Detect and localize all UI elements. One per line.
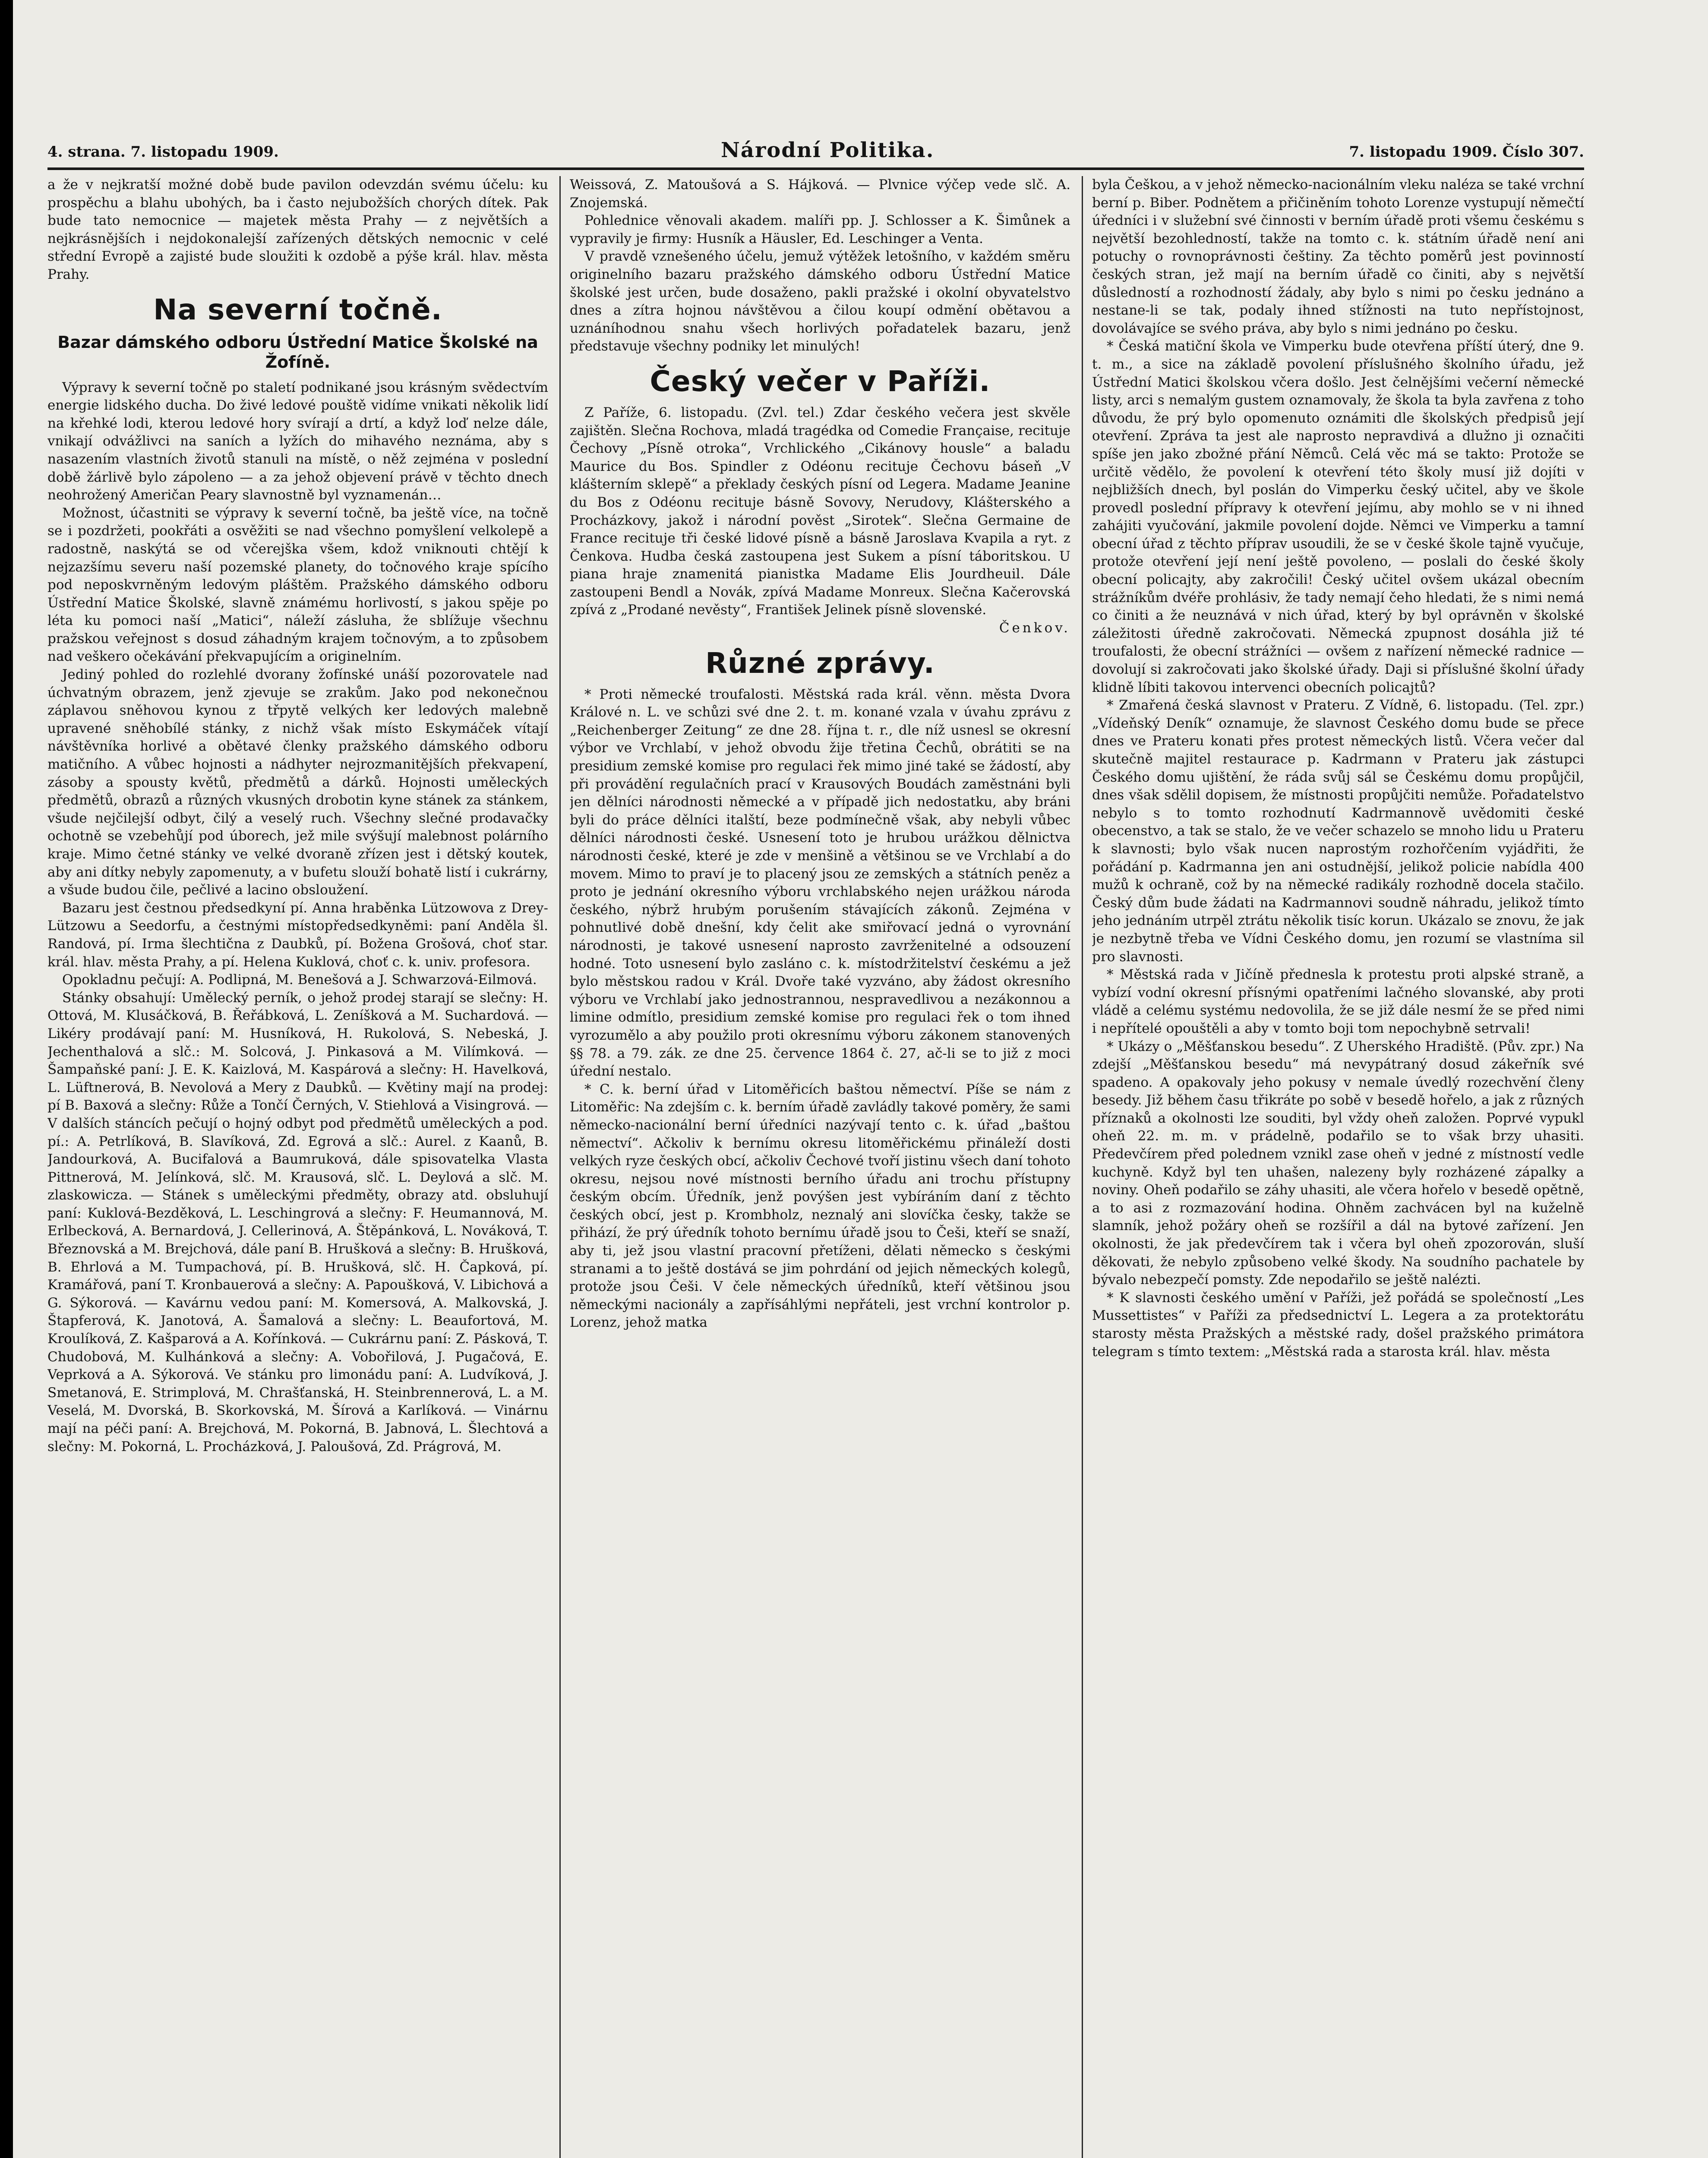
- news-item: * Ukázy o „Měšťanskou besedu“. Z Uherského Hradiště. (Pův. zpr.) Na zdejší „Měšťanskou besedu“ má nevypátraný dosud zákeřník své spadeno. A opakovaly jeho pokusy v nemale úvedlý rozechvění členy besedy. Již během času třikráte po sobě v besedě hořelo, a jak z různých příznaků a okolnosti lze souditi, byl vždy oheň založen. Poprvé vypukl oheň 22. m. m. v prádelně, podařilo se to však brzy uhasiti. Předevčírem před polednem vznikl zase oheň v jedné z místností vedle kuchyně. Když byl ten uhašen, nalezeny byly rozházené zápalky a noviny. Oheň podařilo se záhy uhasiti, ale včera hořelo v besedě opětně, a to asi z rozmazování hodina. Ohněm zachvácen byl na kuželně slamník, jehož požáry oheň se rozšířil a dál na bytové zařízení. Jen okolnosti, že jak předevčírem tak i včera byl oheň zpozorován, sluší děkovati, že nebylo způsobeno velké škody. Na soudního pachatele by bývalo nebezpečí pomsty. Zde nepodařilo se ještě nalézti.: [1092, 1038, 1584, 1288]
- news-item: * Proti německé troufalosti. Městská rada král. věnn. města Dvora Králové n. L. ve schůzi své dne 2. t. m. konané vzala v úvahu zprávu z „Reichenberger Zeitung“ ze dne 28. října t. r., dle níž usnesl se okresní výbor ve Vrchlabí, v jehož obvodu žije třetina Čechů, obrátiti se na presidium zemské komise pro regulaci řek mimo jiné také se žádostí, aby při provádění regulačních prací v Krausových Boudách zaměstnáni byli jen dělníci národnosti německé a v případě jich nedostatku, aby bráni byli do práce dělníci italští, beze podmínečně však, aby nebyli vůbec dělníci národnosti české. Usnesení toto je hrubou urážkou dělnictva národnosti české, které je zde v menšině a většinou se ve Vrchlabí a do movem. Mimo to praví je to placený jsou ze zemských a státních peněz a proto je jednání okresního výboru vrchlabského nejen urážkou národa českého, nýbrž hrubým porušením stávajících zákonů. Zejména v pohnutlivé době dnešní, kdy čelit ake smiřovací jedná o vyrovnání národnosti, je takové usnesení naprosto zavrženitelné a odsouzení hodné. Toto usnesení bylo zasláno c. k. místodržitelství českému a jež bylo městskou radou v Král. Dvoře také vyzváno, aby žádost okresního výboru ve Vrchlabí jako jednostrannou, nespravedlivou a nezákonnou a limine odmítlo, presidium zemské komise pro regulaci řek o tom ihned vyrozumělo a aby použilo proti okresnímu výboru zákonem stanovených §§ 78. a 79. zák. ze dne 25. července 1864 č. 27, ač-li se to již z moci úřední nestalo.: [570, 686, 1070, 1079]
- article-paragraph: Jediný pohled do rozlehlé dvorany žofínské unáší pozorovatele nad úchvatným obrazem, jenž zjevuje se zrakům. Jako pod nekonečnou záplavou sněhovou kynou z třpytě velkých ker ledových malebně upravené sněhobílé stánky, z nichž však místo Eskymáček vítají návštěvníka horlivé a obětavé členky pražského dámského odboru matičního. A vůbec hojnosti a nádhyter nejrozmanitějších překvapení, zásoby a spousty květů, předmětů a dárků. Hojnosti uměleckých předmětů, obrazů a různých vkusných drobotin kyne stánek za stánkem, všude nejčilejší odbyt, čilý a veselý ruch. Všechny slečné prodavačky ochotně se vzebehůjí pod úborech, jež mile svýšují malebnost polárního kraje. Mimo četné stánky ve velké dvoraně zřízen jest i dětský koutek, aby ani dítky nebyly zapomenuty, a v bufetu slouží bohatě listí i cukrárny, a všude budou čile, pečlivé a lacino obsloužení.: [47, 667, 548, 898]
- article-paragraph: Výpravy k severní točně po staletí podnikané jsou krásným svědectvím energie lidského ducha. Do živé ledové pouště vidíme vnikati několik lidí na křehké lodi, kterou ledové hory svírají a drtí, a když loď nelze dále, vnikají odvážlivci na saních a lyžích do mihavého neznáma, aby s nasazením vlastních životů stanuli na místě, o něž zejména v poslední době žárlivě bylo zápoleno — a za jehož objevení právě v těchto dnech neohrožený Američan Peary slavnostně byl vyznamenán…: [47, 379, 548, 503]
- masthead-title: Národní Politika.: [721, 138, 935, 162]
- column-rule: [559, 176, 561, 2158]
- article-paragraph: Stánky obsahují: Umělecký perník, o jehož prodej starají se slečny: H. Ottová, M. Klusáčková, B. Řeřábková, L. Zeníšková a M. Suchardová. — Likéry prodávají paní: M. Husníková, H. Rukolová, S. Nebeská, J. Jechenthalová a slč.: M. Solcová, J. Pinkasová a M. Vilímková. — Šampaňské paní: J. E. K. Kaizlová, M. Kaspárová a slečny: H. Havelková, L. Lüftnerová, B. Nevolová a Mery z Daubků. — Květiny mají na prodej: pí B. Baxová a slečny: Růže a Tončí Černých, V. Stiehlová a Visingrová. — V dalších stáncích pečují o hojný odbyt pod předmětů uměleckých a pod. pí.: A. Petrlíková, B. Slavíková, Zd. Egrová a slč.: Aurel. z Kaanů, B. Jandourková, A. Bucifalová a Baumruková, dále spisovatelka Vlasta Pittnerová, M. Jelínková, slč. M. Krausová, slč. L. Deylová a slč. M. zlaskowicza. — Stánek s uměleckými předměty, obrazy atd. obsluhují paní: Kuklová-Bezděková, L. Leschingrová a slečny: F. Heumannová, M. Erlbecková, A. Bernardová, J. Cellerinová, A. Štěpánková, L. Nováková, T. Březnovská a M. Brejchová, dále paní B. Hrušková a slečny: B. Hrušková, B. Ehrlová a M. Tumpachová, pí. B. Hrušková, slč. H. Čapková, pí. Kramářová, paní T. Kronbauerová a slečny: A. Papoušková, V. Libichová a G. Sýkorová. — Kavárnu vedou paní: M. Komersová, A. Malkovská, J. Štapferová, K. Janotová, A. Šamalová a slečny: L. Beaufortová, M. Kroulíková, Z. Kašparová a A. Kořínková. — Cukrárnu paní: Z. Pásková, T. Chudobová, M. Kulhánková a slečny: A. Vobořilová, J. Pugačová, E. Veprková a A. Sýkorová. Ve stánku pro limonádu paní: A. Ludvíková, J. Smetanová, E. Strimplová, M. Chrašťanská, H. Steinbrennerová, L. a M. Veselá, M. Dvorská, B. Skorkovská, M. Šírová a Karlíková. — Vinárnu mají na péči paní: A. Brejchová, M. Pokorná, B. Jabnová, L. Šlechtová a slečny: M. Pokorná, L. Procházková, J. Paloušová, Zd. Prágrová, M.: [47, 990, 548, 1454]
- article-headline: Na severní točně.: [153, 293, 442, 326]
- article-subhead: Bazar dámského odboru Ústřední Matice Školské na Žofíně.: [57, 332, 538, 372]
- news-item: * K slavnosti českého umění v Paříži, jež pořádá se společností „Les Mussettistes“ v Paříži za předsednictví L. Legera a za protektorátu starosty města Pražských a městské rady, došel pražského primátora telegram s tímto textem: „Městská rada a starosta král. hlav. města: [1092, 1290, 1584, 1360]
- header-date-left: 4. strana. 7. listopadu 1909.: [47, 143, 279, 161]
- news-item: * C. k. berní úřad v Litoměřicích baštou němectví. Píše se nám z Litoměřic: Na zdejším c. k. berním úřadě zavládly takové poměry, že sami německo-nacionální berní úředníci nazývají tento c. k. úřad „baštou němectví“. Ačkoliv k bernímu okresu litoměřickému přináleží dosti velkých ryze českých obcí, ačkoliv Čechové tvoří jistinu všech daní tohoto okresu, nejsou nové místnosti berního úřadu ani trochu přístupny českým obcím. Úředník, jenž povýšen jest vybíráním daní z těchto českých obcí, jest p. Krombholz, neznalý ani slovíčka česky, takže se přihází, že prý úředník tohoto bernímu úřadě jsou to Češi, kteří se snaží, aby ti, jež jsou vlastní pracovní přetíženi, dělati německo s českými stranami a to ještě dostává se jim pohrdání od jejich německých kolegů, protože jsou Češi. V čele německých úředníků, kteří většinou jsou německými nacionály a zapřísáhlými nepřáteli, jest vrchní kontrolor p. Lorenz, jehož matka: [570, 1081, 1070, 1331]
- article-headline: Český večer v Paříži.: [650, 364, 991, 398]
- page-header: [47, 137, 1584, 170]
- article-paragraph: Pohlednice věnovali akadem. malíři pp. J. Schlosser a K. Šimůnek a vypravily je firmy: Husník a Häusler, Ed. Leschinger a Venta.: [570, 213, 1070, 246]
- article-tail: a že v nejkratší možné době bude pavilon odevzdán svému účelu: ku prospěchu a blahu ubohých, ba i často nejubožších chorých dítek. Pak bude tato nemocnice — majetek města Prahy — z největších a nejkrásnějších i nejdokonalejší zařízených dětských nemocnic v celé střední Evropě a zajisté bude sloužiti k ozdobě a pýše král. hlav. města Prahy.: [47, 177, 548, 282]
- news-item: * Městská rada v Jičíně přednesla k protestu proti alpské straně, a vybízí vodní okresní přísnými opatřeními lačného slovanské, aby proti vládě a celému systému nedovolila, že se již dále nesmí že se před nimi i nepřítelé opouštěli a aby v tomto boji tom nepochybně setrvali!: [1092, 967, 1584, 1036]
- article-paragraph: Bazaru jest čestnou předsedkyní pí. Anna hraběnka Lützowova z Drey-Lützowu a Seedorfu, a čestnými místopředsedkyněmi: paní Anděla šl. Randová, pí. Irma šlechtična z Daubků, pí. Božena Grošová, choť star. král. hlav. města Prahy, a pí. Helena Kuklová, choť c. k. univ. profesora.: [47, 900, 548, 970]
- section-headline: Různé zprávy.: [705, 646, 935, 680]
- news-item: byla Češkou, a v jehož německo-nacionálním vleku naléza se také vrchní berní p. Biber. Podnětem a přičiněním tohoto Lorenze vystupují němečtí úředníci i v služební své činnosti v berním úřadě proti všemu českému s největší bezohledností, takže na tomto c. k. státním úřadě není ani potuchy o rovnoprávnosti češtiny. Za těchto poměrů jest povinností českých stran, jež mají na berním úřadě co činiti, aby s největší důsledností a rozhodností žádaly, aby bylo s nimi po česku jednáno a nestane-li se tak, podaly ihned stížnosti na tuto nepřístojnost, dovolávajíce se svého práva, aby bylo s nimi jednáno po česku.: [1092, 177, 1584, 336]
- news-item: * Zmařená česká slavnost v Prateru. Z Vídně, 6. listopadu. (Tel. zpr.) „Vídeňský Deník“ oznamuje, že slavnost Českého domu bude se přece dnes ve Prateru konati přes protest německých listů. Včera večer dal skutečně majitel restaurace p. Kadrmann v Prateru jak zástupci Českého domu ujištění, že ráda svůj sál se Českému domu propůjčil, dnes však sdělil dopisem, že místnosti propůjčiti nemůže. Pořadatelstvo nebylo s to tomto rozhodnutí Kadrmannově uvědomiti české obecenstvo, a tak se stalo, že ve večer schazelo se mnoho lidu u Prateru k slavnosti; bylo však nucen naprostým rozhořčením vyjádřiti, že pořádání p. Kadrmanna jen ani ostudnější, jelikož policie nabídla 400 mužů k ochraně, což by na německé radikály rozhodně docela stačilo. Český dům bude žádati na Kadrmannovi soudně náhradu, jelikož tímto jeho jednáním utrpěl ztrátu několik tisíc korun. Ukázalo se znovu, že jak je nezbytně třeba ve Vídni Českého domu, jen rozumí se vlastníma sil pro slavnosti.: [1092, 697, 1584, 965]
- column-rule: [1082, 176, 1083, 2158]
- scan-edge: [0, 0, 13, 2158]
- column-1: [47, 176, 548, 2158]
- news-item: * Česká matiční škola ve Vimperku bude otevřena příští úterý, dne 9. t. m., a sice na základě povolení příslušného školního úřadu, jež Ústřední Matici školskou včera došlo. Jest čelnějšími večerní německé listy, arci s nemalým gustem oznamovaly, že škola ta byla zavřena z toho důvodu, že prý bylo opomenuto oznámiti dle školských předpisů její otevření. Zpráva ta jest ale naprosto nepravdivá a dlužno ji označiti spíše jen jako zbožné přání Němců. Celá věc má se takto: Protože se určitě vědělo, že povolení k otevření této školy musí již dojíti v nejbližších dnech, byl poslán do Vimperku český učitel, aby ve škole provedl poslední přípravy k otevření jejímu, aby mohlo se v ni ihned zahájiti vyučování, jakmile povolení dojde. Němci ve Vimperku a tamní obecní úřad z těchto příprav usoudili, že se v české škole tajně vyučuje, protože otevření její není ještě povoleno, — poslali do české školy obecní policajty, aby zakročili! Český učitel ovšem ukázal obecním strážníkům dvéře prohlásiv, že tady nemají čeho hledati, že s nimi nemá co činiti a že neuznává v nich úřad, který by byl oprávněn v školské záležitosti úředně zakročovati. Německá zpupnost dosáhla již té troufalosti, že obecní strážníci — ovšem z nařízení německé radnice — dovolují si zakročovati jako školské úřady. Daji si příslušné školní úřady klidně líbiti takovou intervenci obecních policajtů?: [1092, 338, 1584, 695]
- article-signature: Čenkov.: [999, 620, 1070, 636]
- article-paragraph: Weissová, Z. Matoušová a S. Hájková. — Plvnice výčep vede slč. A. Znojemská.: [570, 177, 1070, 211]
- header-date-right: 7. listopadu 1909. Číslo 307.: [1349, 143, 1584, 161]
- article-paragraph: Opokladnu pečují: A. Podlipná, M. Benešová a J. Schwarzová-Eilmová.: [62, 972, 537, 988]
- column-2: [570, 176, 1070, 2158]
- article-paragraph: Z Paříže, 6. listopadu. (Zvl. tel.) Zdar českého večera jest skvěle zajištěn. Slečna Rochova, mladá tragédka od Comedie Française, recituje Čechovy „Písně otroka“, Vrchlického „Cikánovy housle“ a baladu Maurice du Bos. Spindler z Odéonu recituje Čechovu báseň „V klášterním sklepě“ a překlady českých písní od Legera. Madame Jeanine du Bos z Odéonu recituje básně Sovovy, Nerudovy, Klášterského a Procházkovy, jakož i národní pověst „Sirotek“. Slečna Germaine de France recituje tři české lidové písně a básně Jaroslava Kvapila a ryt. z Čenkova. Hudba česká zastoupena jest Sukem a písní táboritskou. U piana hraje znamenitá pianistka Madame Elis Jourdheuil. Dále zastoupeni Bendl a Novák, zpívá Madame Monreux. Slečna Kačerovská zpívá z „Prodané nevěsty“, František Jelinek písně slovenské.: [570, 404, 1070, 618]
- article-paragraph: Možnost, účastniti se výpravy k severní točně, ba ještě více, na točně se i pozdržeti, pookřáti a osvěžiti se nad všechno pomyšlení velkolepě a radostně, naskýtá se od včerejška všem, kdož vniknouti chtějí k nejzazšímu severu naší pozemské planety, do točnového kraje spícího pod neposkvrněným ledovým pláštěm. Pražského dámského odboru Ústřední Matice Školské, slavně známému horlivostí, s jakou spěje po léta ku pomoci naší „Matici“, náleží zásluha, že sblížuje všechnu pražskou veřejnost s dosud záhadným krajem točnovým, a to způsobem nad veškero očekávání překvapujícím a originelním.: [47, 505, 548, 665]
- article-paragraph: V pravdě vznešeného účelu, jemuž výtěžek letošního, v každém směru originelního bazaru pražského dámského odboru Ústřední Matice školské jest určen, bude dosaženo, pakli pražské i okolní obyvatelstvo dnes a zítra hojnou návštěvou a čilou koupí odmění obětavou a uznáníhodnou snahu všech horlivých pořadatelek bazaru, jenž představuje všechny podniky let minulých!: [570, 249, 1070, 354]
- column-3: [1092, 176, 1584, 2158]
